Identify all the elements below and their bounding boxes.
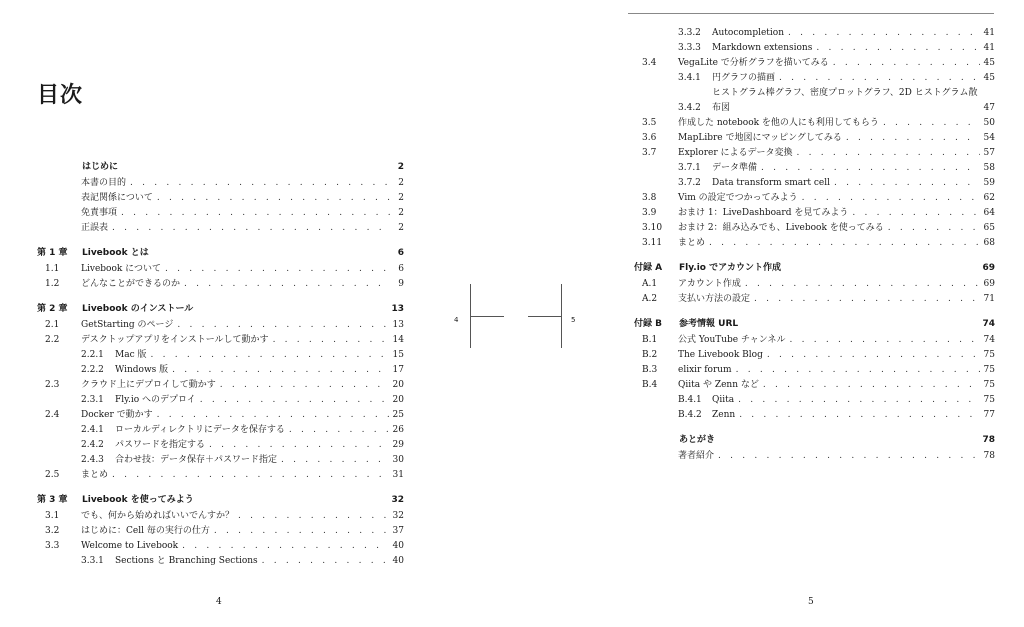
entry-page-number: 69 xyxy=(983,279,995,289)
spread-label-left: 4 xyxy=(454,316,459,324)
entry-title: パスワードを指定する xyxy=(115,440,206,450)
chapter-page-number: 6 xyxy=(397,248,404,258)
entry-title: Livebook について xyxy=(81,264,161,274)
toc-entry[interactable] xyxy=(37,393,404,408)
entry-number: 3.10 xyxy=(642,223,663,233)
entry-number: 2.2.2 xyxy=(81,365,104,375)
toc-entry[interactable] xyxy=(37,468,404,483)
spread-marker-right-horizontal xyxy=(528,316,562,317)
leader-dots xyxy=(738,393,979,408)
leader-dots xyxy=(262,554,389,569)
chapter-page-number: 13 xyxy=(391,304,404,314)
entry-page-number: 32 xyxy=(392,511,404,521)
toc-entry[interactable] xyxy=(634,56,995,71)
toc-entry[interactable] xyxy=(37,453,404,468)
leader-dots xyxy=(112,468,389,483)
entry-page-number: 30 xyxy=(392,455,404,465)
leader-dots xyxy=(888,221,980,236)
leader-dots xyxy=(883,116,980,131)
entry-page-number: 75 xyxy=(983,365,995,375)
entry-title: Fly.io へのデプロイ xyxy=(115,395,196,405)
leader-dots xyxy=(739,408,979,423)
entry-title: Qiita xyxy=(712,395,735,405)
toc-section xyxy=(37,246,404,292)
toc-entry[interactable] xyxy=(634,292,995,307)
page-number-right: 5 xyxy=(808,597,814,607)
entry-page-number: 20 xyxy=(392,380,404,390)
entry-title: Windows 版 xyxy=(115,365,169,375)
entry-number: 3.9 xyxy=(642,208,657,218)
toc-section xyxy=(634,26,995,251)
entry-title: クラウド上にデプロイして動かす xyxy=(81,380,216,390)
leader-dots xyxy=(289,423,389,438)
entry-title: 合わせ技：データ保存＋パスワード指定 xyxy=(115,455,278,465)
chapter-title: はじめに xyxy=(82,162,119,172)
toc-section xyxy=(37,302,404,483)
entry-number: 1.2 xyxy=(45,279,60,289)
page-title: 目次 xyxy=(37,83,84,108)
entry-page-number: 14 xyxy=(392,335,404,345)
entry-title: elixir forum xyxy=(678,365,732,375)
entry-title: Sections と Branching Sections xyxy=(115,556,258,566)
entry-number: 2.1 xyxy=(45,320,60,330)
entry-page-number: 71 xyxy=(983,294,995,304)
entry-page-number: 31 xyxy=(392,470,404,480)
leader-dots xyxy=(797,146,980,161)
chapter-page-number: 78 xyxy=(982,435,995,445)
entry-page-number: 40 xyxy=(392,556,404,566)
entry-title: Autocompletion xyxy=(712,28,784,38)
entry-number: 2.2 xyxy=(45,335,60,345)
entry-page-number: 25 xyxy=(392,410,404,420)
leader-dots xyxy=(852,206,979,221)
entry-number: 3.3.2 xyxy=(678,28,701,38)
chapter-number: 付録 B xyxy=(634,319,662,329)
leader-dots xyxy=(709,236,980,251)
entry-title: 公式 YouTube チャンネル xyxy=(678,335,786,345)
toc-entry[interactable] xyxy=(634,161,995,176)
leader-dots xyxy=(177,318,388,333)
toc-section xyxy=(634,317,995,423)
toc-entry[interactable] xyxy=(634,363,995,378)
toc-entry[interactable] xyxy=(37,318,404,333)
entry-title: Welcome to Livebook xyxy=(81,541,179,551)
entry-page-number: 45 xyxy=(983,58,995,68)
entry-number: 2.2.1 xyxy=(81,350,104,360)
toc-entry[interactable] xyxy=(37,423,404,438)
entry-page-number: 41 xyxy=(983,28,995,38)
entry-number: 2.4.2 xyxy=(81,440,104,450)
entry-page-number: 37 xyxy=(392,526,404,536)
entry-title: データ準備 xyxy=(712,163,758,173)
entry-page-number: 20 xyxy=(392,395,404,405)
toc-chapter-heading[interactable] xyxy=(37,302,404,317)
entry-page-number: 9 xyxy=(398,279,404,289)
entry-number: 3.3.1 xyxy=(81,556,104,566)
entry-title: デスクトップアプリをインストールして動かす xyxy=(81,335,269,345)
toc-right xyxy=(634,26,995,474)
entry-title: 円グラフの描画 xyxy=(712,73,776,83)
toc-entry[interactable] xyxy=(37,408,404,423)
entry-page-number: 15 xyxy=(392,350,404,360)
entry-title: アカウント作成 xyxy=(678,279,741,289)
leader-dots xyxy=(184,277,390,292)
entry-number: 3.5 xyxy=(642,118,657,128)
toc-chapter-heading[interactable] xyxy=(37,246,404,261)
toc-entry[interactable] xyxy=(37,262,404,277)
leader-dots xyxy=(165,262,390,277)
chapter-number: 第 1 章 xyxy=(37,248,68,258)
entry-number: 3.7.2 xyxy=(678,178,701,188)
entry-title: VegaLite で分析グラフを描いてみる xyxy=(678,58,829,68)
entry-number: 3.8 xyxy=(642,193,657,203)
leader-dots xyxy=(816,41,979,56)
entry-page-number: 74 xyxy=(983,335,995,345)
entry-title: 作成した notebook を他の人にも利用してもらう xyxy=(678,118,879,128)
entry-title: Docker で動かす xyxy=(81,410,153,420)
leader-dots xyxy=(788,26,980,41)
leader-dots xyxy=(718,449,980,464)
entry-number: B.4 xyxy=(642,380,658,390)
entry-title: The Livebook Blog xyxy=(678,350,763,360)
entry-title: まとめ xyxy=(81,470,109,480)
entry-title: おまけ 1：LiveDashboard を見てみよう xyxy=(678,208,849,218)
leader-dots xyxy=(220,378,389,393)
leader-dots xyxy=(238,509,389,524)
leader-dots xyxy=(281,453,389,468)
leader-dots xyxy=(802,191,980,206)
entry-number: 3.2 xyxy=(45,526,60,536)
entry-page-number: 17 xyxy=(392,365,404,375)
entry-page-number: 29 xyxy=(392,440,404,450)
toc-entry[interactable] xyxy=(634,408,995,423)
entry-title: Data transform smart cell xyxy=(712,178,830,188)
toc-entry[interactable] xyxy=(634,333,995,348)
entry-title: はじめに：Cell 毎の実行の仕方 xyxy=(81,526,210,536)
leader-dots xyxy=(172,363,388,378)
entry-number: 2.4.1 xyxy=(81,425,104,435)
toc-entry[interactable] xyxy=(634,176,995,191)
toc-entry[interactable] xyxy=(37,438,404,453)
entry-page-number: 41 xyxy=(983,43,995,53)
entry-number: 3.4.2 xyxy=(678,103,701,113)
toc-entry[interactable] xyxy=(634,116,995,131)
chapter-number: 第 2 章 xyxy=(37,304,68,314)
entry-page-number: 2 xyxy=(398,208,404,218)
entry-title: 本書の目的 xyxy=(81,178,127,188)
toc-entry[interactable] xyxy=(634,26,995,41)
toc-chapter-heading[interactable] xyxy=(634,317,995,332)
toc-entry[interactable] xyxy=(634,131,995,146)
leader-dots xyxy=(745,277,980,292)
entry-number: A.1 xyxy=(642,279,658,289)
entry-page-number: 2 xyxy=(398,223,404,233)
entry-page-number: 2 xyxy=(398,193,404,203)
entry-page-number: 47 xyxy=(983,103,995,113)
entry-page-number: 62 xyxy=(983,193,995,203)
entry-page-number: 78 xyxy=(983,451,995,461)
toc-entry[interactable] xyxy=(37,363,404,378)
chapter-title: Livebook とは xyxy=(82,248,149,258)
entry-page-number: 64 xyxy=(983,208,995,218)
entry-number: 3.11 xyxy=(642,238,663,248)
entry-number: B.4.1 xyxy=(678,395,702,405)
entry-number: B.1 xyxy=(642,335,658,345)
leader-dots xyxy=(833,56,980,71)
toc-entry[interactable] xyxy=(37,348,404,363)
leader-dots xyxy=(767,348,980,363)
entry-title: Markdown extensions xyxy=(712,43,813,53)
entry-number: 3.4 xyxy=(642,58,657,68)
entry-title: ローカルディレクトリにデータを保存する xyxy=(115,425,285,435)
entry-title: 免責事項 xyxy=(81,208,118,218)
toc-entry[interactable] xyxy=(634,449,995,464)
toc-entry[interactable] xyxy=(37,509,404,524)
entry-title: 支払い方法の設定 xyxy=(678,294,751,304)
entry-title: 正誤表 xyxy=(81,223,109,233)
chapter-title: Livebook を使ってみよう xyxy=(82,495,194,505)
leader-dots xyxy=(736,363,980,378)
toc-chapter-heading[interactable] xyxy=(37,160,404,175)
toc-entry[interactable] xyxy=(37,539,404,554)
leader-dots xyxy=(789,333,979,348)
entry-number: 1.1 xyxy=(45,264,60,274)
entry-number: A.2 xyxy=(642,294,658,304)
leader-dots xyxy=(763,378,980,393)
entry-title: Vim の設定でつかってみよう xyxy=(678,193,798,203)
toc-entry[interactable] xyxy=(37,221,404,236)
leader-dots xyxy=(112,221,390,236)
page-number-left: 4 xyxy=(216,597,222,607)
entry-number: 2.3.1 xyxy=(81,395,104,405)
entry-page-number: 50 xyxy=(983,118,995,128)
entry-number: 3.3.3 xyxy=(678,43,701,53)
entry-page-number: 26 xyxy=(392,425,404,435)
toc-entry[interactable] xyxy=(37,378,404,393)
entry-number: 3.6 xyxy=(642,133,657,143)
entry-number: 3.1 xyxy=(45,511,60,521)
entry-number: 3.7.1 xyxy=(678,163,701,173)
entry-page-number: 75 xyxy=(983,350,995,360)
toc-entry[interactable] xyxy=(37,191,404,206)
entry-number: 2.3 xyxy=(45,380,60,390)
entry-page-number: 68 xyxy=(983,238,995,248)
chapter-title: 参考情報 URL xyxy=(679,319,739,329)
toc-chapter-heading[interactable] xyxy=(37,493,404,508)
toc-entry[interactable] xyxy=(634,86,995,116)
entry-title: Mac 版 xyxy=(115,350,147,360)
toc-section xyxy=(37,493,404,569)
leader-dots xyxy=(150,348,388,363)
toc-entry[interactable] xyxy=(634,221,995,236)
toc-section xyxy=(634,433,995,464)
entry-page-number: 6 xyxy=(398,264,404,274)
entry-title: どんなことができるのか xyxy=(81,279,181,289)
spread-label-right: 5 xyxy=(571,316,576,324)
chapter-number: 付録 A xyxy=(634,263,663,273)
leader-dots xyxy=(209,438,389,453)
toc-entry[interactable] xyxy=(634,348,995,363)
entry-title: Qiita や Zenn など xyxy=(678,380,759,390)
leader-dots xyxy=(214,524,389,539)
entry-page-number: 75 xyxy=(983,395,995,405)
chapter-page-number: 69 xyxy=(982,263,995,273)
leader-dots xyxy=(273,333,389,348)
entry-page-number: 54 xyxy=(983,133,995,143)
entry-title: Explorer によるデータ変換 xyxy=(678,148,793,158)
toc-entry[interactable] xyxy=(634,71,995,86)
chapter-page-number: 74 xyxy=(982,319,995,329)
toc-entry[interactable] xyxy=(634,146,995,161)
entry-number: B.2 xyxy=(642,350,658,360)
entry-title: おまけ 2：組み込みでも、Livebook を使ってみる xyxy=(678,223,884,233)
entry-number: 3.3 xyxy=(45,541,60,551)
leader-dots xyxy=(157,191,390,206)
toc-entry[interactable] xyxy=(634,277,995,292)
entry-number: 3.4.1 xyxy=(678,73,701,83)
toc-entry[interactable] xyxy=(37,277,404,292)
chapter-title: あとがき xyxy=(679,435,716,445)
entry-page-number: 58 xyxy=(983,163,995,173)
leader-dots xyxy=(182,539,388,554)
entry-title: まとめ xyxy=(678,238,706,248)
toc-chapter-heading[interactable] xyxy=(634,433,995,448)
toc-entry[interactable] xyxy=(37,176,404,191)
entry-page-number: 45 xyxy=(983,73,995,83)
chapter-page-number: 2 xyxy=(397,162,404,172)
toc-entry[interactable] xyxy=(634,41,995,56)
chapter-title: Livebook のインストール xyxy=(82,304,194,314)
chapter-number: 第 3 章 xyxy=(37,495,68,505)
leader-dots xyxy=(754,292,980,307)
entry-page-number: 57 xyxy=(983,148,995,158)
toc-entry[interactable] xyxy=(634,236,995,251)
leader-dots xyxy=(779,71,980,86)
leader-dots xyxy=(200,393,389,408)
toc-left xyxy=(37,160,404,579)
entry-page-number: 59 xyxy=(983,178,995,188)
entry-page-number: 77 xyxy=(983,410,995,420)
entry-page-number: 13 xyxy=(392,320,404,330)
toc-entry[interactable] xyxy=(37,554,404,569)
entry-number: 2.5 xyxy=(45,470,60,480)
entry-page-number: 40 xyxy=(392,541,404,551)
leader-dots xyxy=(157,408,389,423)
entry-number: 2.4.3 xyxy=(81,455,104,465)
entry-title: GetStarting のページ xyxy=(81,320,174,330)
toc-entry[interactable] xyxy=(634,191,995,206)
entry-title: でも、何から始めればいいでんすか？ xyxy=(81,511,235,521)
leader-dots xyxy=(761,161,980,176)
entry-title: 著者紹介 xyxy=(678,451,715,461)
chapter-title: Fly.io でアカウント作成 xyxy=(679,263,782,273)
chapter-page-number: 32 xyxy=(391,495,404,505)
entry-number: B.4.2 xyxy=(678,410,702,420)
toc-entry[interactable] xyxy=(37,524,404,539)
header-rule xyxy=(628,13,994,14)
entry-number: 3.7 xyxy=(642,148,657,158)
spread-marker-left-horizontal xyxy=(470,316,504,317)
entry-number: 2.4 xyxy=(45,410,60,420)
leader-dots xyxy=(846,131,980,146)
toc-chapter-heading[interactable] xyxy=(634,261,995,276)
toc-entry[interactable] xyxy=(37,333,404,348)
entry-page-number: 75 xyxy=(983,380,995,390)
entry-title: Zenn xyxy=(712,410,736,420)
leader-dots xyxy=(130,176,390,191)
entry-title: MapLibre で地図にマッピングしてみる xyxy=(678,133,842,143)
toc-section xyxy=(634,261,995,307)
entry-title: ヒストグラム棒グラフ、密度プロットグラフ、2D ヒストグラム散布図 xyxy=(712,88,978,113)
toc-entry[interactable] xyxy=(37,206,404,221)
entry-number: B.3 xyxy=(642,365,658,375)
leader-dots xyxy=(834,176,980,191)
entry-title: 表記関係について xyxy=(81,193,153,203)
toc-entry[interactable] xyxy=(634,206,995,221)
toc-section xyxy=(37,160,404,236)
leader-dots xyxy=(121,206,390,221)
toc-entry[interactable] xyxy=(634,393,995,408)
entry-page-number: 2 xyxy=(398,178,404,188)
entry-page-number: 65 xyxy=(983,223,995,233)
toc-entry[interactable] xyxy=(634,378,995,393)
